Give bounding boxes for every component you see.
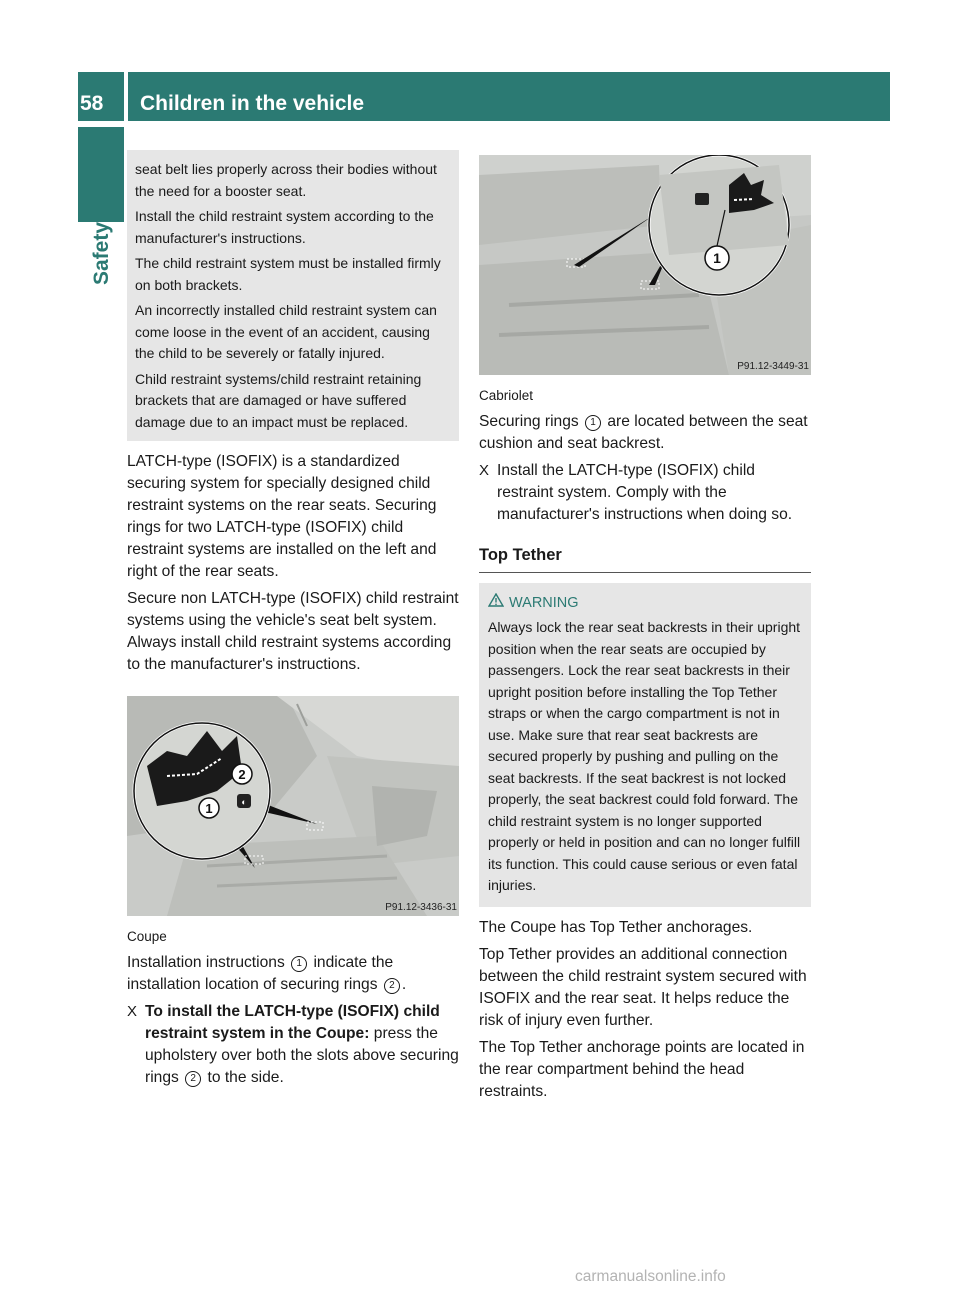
- figure-marker-2: 2: [238, 767, 246, 782]
- watermark: carmanualsonline.info: [575, 1268, 726, 1285]
- body-paragraph: The Coupe has Top Tether anchorages.: [479, 918, 753, 936]
- figure-code: P91.12-3449-31: [737, 361, 809, 372]
- box-paragraph: The child restraint system must be installed firmly on both brackets.: [135, 255, 441, 293]
- marker-1-icon: 1: [291, 956, 307, 972]
- page-number: 58: [80, 92, 104, 115]
- body-paragraph: LATCH-type (ISOFIX) is a standardized securing system for specially designed child restraint systems on the rear seats. Securing rings for two LATCH-type (ISOFIX) child restraint systems are installed on the left and right of the rear seats.: [127, 453, 437, 580]
- body-paragraph: Top Tether provides an additional connection between the child restraint system secured with ISOFIX and the rear seat. It helps reduce the risk of injury even further.: [479, 945, 807, 1029]
- box-paragraph: Child restraint systems/child restraint retaining brackets that are damaged or have suffered damage due to an impact must be replaced.: [135, 370, 422, 430]
- warning-title-text: WARNING: [509, 595, 579, 611]
- step-text: to the side.: [207, 1069, 284, 1086]
- warning-text: Always lock the rear seat backrests in their upright position when the rear seats are occupied by passengers. Lock the rear seat backrests in their upright position before installing the Top Tether straps or when the cargo compartment is not in use. Make sure that rear seat backrests are secured properly by pushing and pulling on the seat backrests. If the seat backrest is not locked properly, the seat backrest could fold forward. The child restraint system is no longer supported properly or held in position and can no longer fulfill its function. This could cause serious or even fatal injuries.: [488, 619, 801, 893]
- marker-2-icon: 2: [185, 1071, 201, 1087]
- figure-caption: Cabriolet: [479, 388, 534, 403]
- marker-1-icon: 1: [585, 415, 601, 431]
- section-heading: Top Tether: [479, 544, 811, 573]
- figure-marker-1: 1: [713, 250, 721, 266]
- header-divider: [124, 72, 128, 121]
- box-paragraph: Install the child restraint system according to the manufacturer's instructions.: [135, 208, 434, 246]
- cabriolet-seat-illustration: [479, 155, 811, 375]
- step-bold-text: To install the LATCH-type (ISOFIX) child restraint system in the Coupe:: [145, 1003, 440, 1042]
- svg-text:◐: ◐: [241, 797, 247, 807]
- box-paragraph: An incorrectly installed child restraint system can come loose in the event of an accident, causing the child to be severely or fatally injured.: [135, 302, 437, 361]
- installation-note-text: indicate the installation location of securing rings: [127, 954, 394, 993]
- warning-box: [479, 583, 811, 907]
- body-paragraph: Secure non LATCH-type (ISOFIX) child restraint systems using the vehicle's seat belt system. Always install child restraint systems according to the manufacturer's instructions.: [127, 590, 459, 673]
- coupe-figure: [127, 696, 459, 916]
- instruction-step: [127, 1001, 459, 1089]
- coupe-seat-illustration: [127, 696, 459, 916]
- step-text: press the upholstery over both the slots above securing rings: [145, 1025, 459, 1086]
- step-arrow-icon: X: [479, 462, 490, 479]
- warning-continuation-box: [127, 150, 459, 441]
- section-tab-block: [78, 127, 124, 222]
- cabriolet-figure: [479, 155, 811, 375]
- marker-2-icon: 2: [384, 978, 400, 994]
- box-paragraph: seat belt lies properly across their bodies without the need for a booster seat.: [135, 161, 437, 199]
- figure-caption: Coupe: [127, 929, 167, 944]
- installation-note-text: .: [401, 976, 407, 993]
- body-paragraph: The Top Tether anchorage points are located in the rear compartment behind the head restraints.: [479, 1038, 805, 1100]
- left-column: [127, 150, 459, 1094]
- figure-marker-1: 1: [205, 801, 213, 816]
- instruction-step: [479, 460, 811, 526]
- warning-title: [488, 593, 803, 613]
- installation-note: [127, 952, 459, 996]
- rings-note: [479, 411, 811, 455]
- section-tab-label: Safety: [90, 222, 113, 286]
- step-text: Install the LATCH-type (ISOFIX) child restraint system. Comply with the manufacturer's instructions when doing so.: [497, 462, 793, 523]
- rings-note-text: are located between the seat cushion and seat backrest.: [479, 413, 808, 452]
- rings-note-text: Securing rings: [479, 413, 579, 430]
- installation-note-text: Installation instructions: [127, 954, 285, 971]
- figure-code: P91.12-3436-31: [385, 902, 457, 913]
- page-title: Children in the vehicle: [140, 92, 365, 115]
- step-arrow-icon: X: [127, 1003, 138, 1020]
- warning-triangle-icon: [488, 593, 504, 613]
- right-column: [479, 155, 811, 1108]
